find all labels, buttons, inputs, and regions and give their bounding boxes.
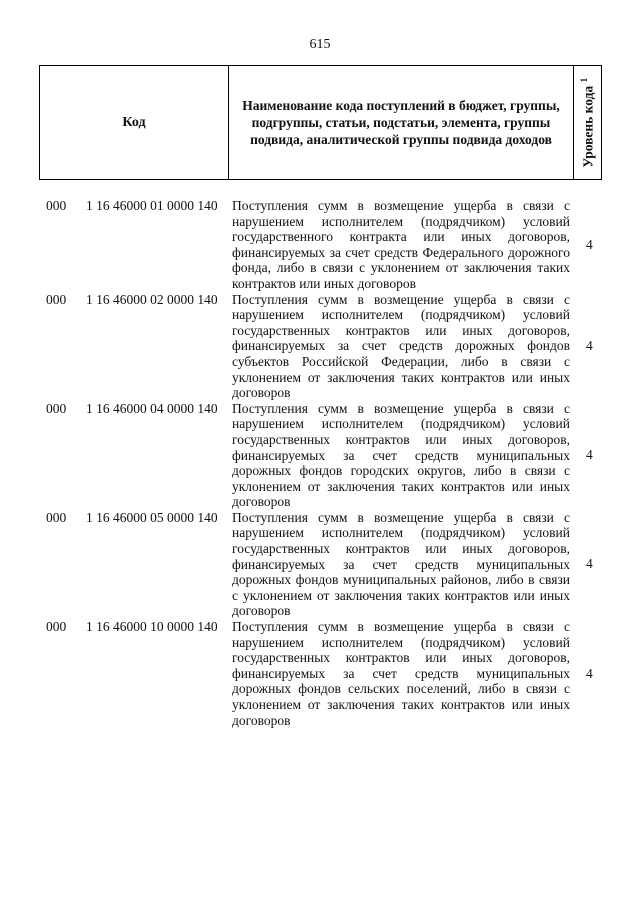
table-header: [39, 65, 602, 180]
row-prefix: 000: [46, 619, 67, 635]
header-level-cell: [574, 66, 601, 179]
row-prefix: 000: [46, 291, 67, 307]
table-row: [0, 401, 640, 510]
row-prefix: 000: [46, 400, 67, 416]
header-code: Код: [40, 66, 229, 179]
row-code: 1 16 46000 10 0000 140: [86, 619, 218, 635]
row-level: 4: [586, 665, 593, 681]
table-row: [0, 619, 640, 728]
row-prefix: 000: [46, 198, 67, 213]
row-prefix: 000: [46, 509, 67, 525]
row-code: 1 16 46000 04 0000 140: [86, 400, 218, 416]
row-description: Поступления сумм в возмещение ущерба в связи с нарушением исполнителем (подрядчиком) условий государственных контрактов или иных договоров, финансируемых за счет средств муниципальных дорожных фондов муниципальных районов, либо в связи с уклонением от заключения таких контрактов или иных договоров: [232, 509, 570, 619]
table-row: [0, 510, 640, 619]
header-level-footnote: 1: [578, 77, 589, 83]
header-name: Наименование кода поступлений в бюджет, группы, подгруппы, статьи, подстатьи, элемента, группы подвида, аналитической группы подвида доходов: [229, 66, 574, 179]
row-code: 1 16 46000 01 0000 140: [86, 198, 218, 213]
header-level-label: Уровень кода: [580, 85, 596, 168]
row-level: 4: [586, 338, 593, 354]
table-body: [0, 198, 640, 728]
table-row: [0, 198, 640, 292]
row-level: 4: [586, 447, 593, 463]
row-level: 4: [586, 556, 593, 572]
row-code: 1 16 46000 05 0000 140: [86, 509, 218, 525]
page-number: 615: [309, 37, 331, 52]
row-description: Поступления сумм в возмещение ущерба в связи с нарушением исполнителем (подрядчиком) условий государственных контрактов или иных договоров, финансируемых за счет средств муниципальных дорожных фондов сельских поселений, либо в связи с уклонением от заключения таких контрактов или иных договоров: [232, 619, 570, 728]
row-level: 4: [586, 236, 593, 252]
row-code: 1 16 46000 02 0000 140: [86, 291, 218, 307]
table-row: [0, 292, 640, 401]
row-description: Поступления сумм в возмещение ущерба в связи с нарушением исполнителем (подрядчиком) условий государственного контракта или иных договоров, финансируемых за счет средств Федерального дорожного фонда, либо в связи с уклонением от заключения таких контрактов или иных договоров: [232, 198, 570, 291]
row-description: Поступления сумм в возмещение ущерба в связи с нарушением исполнителем (подрядчиком) условий государственных контрактов или иных договоров, финансируемых за счет средств муниципальных дорожных фондов городских округов, либо в связи с уклонением от заключения таких контрактов или иных договоров: [232, 400, 570, 510]
row-description: Поступления сумм в возмещение ущерба в связи с нарушением исполнителем (подрядчиком) условий государственных контрактов или иных договоров, финансируемых за счет средств дорожных фондов субъектов Российской Федерации, либо в связи с уклонением от заключения таких контрактов или иных договоров: [232, 291, 570, 401]
header-level: [579, 78, 597, 168]
